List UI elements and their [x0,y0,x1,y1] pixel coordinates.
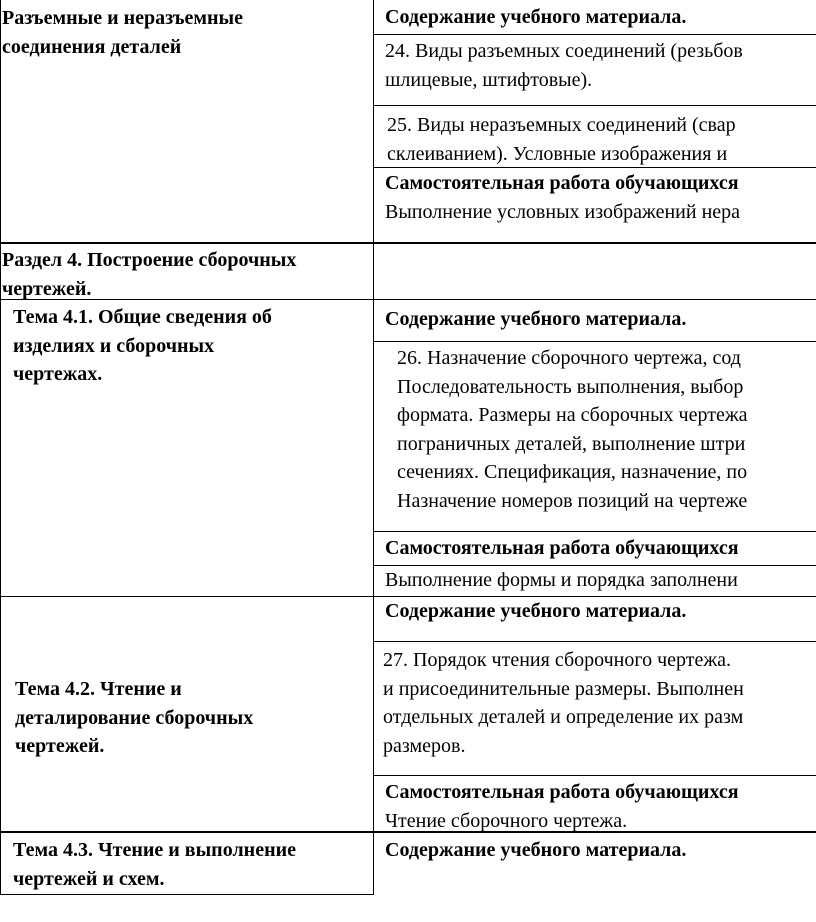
topic-title: Тема 4.2. Чтение и деталирование сборочных чертежей. [15,678,254,757]
independent-work-heading: Самостоятельная работа обучающихся [385,172,739,194]
section-heading: Содержание учебного материала. [385,6,687,28]
independent-work [385,169,740,226]
independent-work-heading: Самостоятельная работа обучающихся [385,537,739,559]
topic-title: Разъемные и неразъемные соединения деталей [2,7,244,58]
independent-work-heading: Самостоятельная работа обучающихся [385,781,739,803]
section-heading: Содержание учебного материала. [385,839,687,861]
topic-content: 25. Виды неразъемных соединений (свар склеиванием). Условные изображения и [387,114,736,165]
row-divider [373,775,816,776]
row-divider [373,34,816,35]
topic-content: 26. Назначение сборочного чертежа, сод Последовательность выполнения, выбор формата. Размеры на сборочных чертежа пограничных деталей, выполнение штри сечениях. Спецификация, назначение, по Назначение номеров позиций на чертеже [397,347,748,512]
section-heading: Содержание учебного материала. [385,600,687,622]
table-column-divider [373,0,374,895]
row-divider [373,341,816,342]
row-divider [373,105,816,106]
independent-work-text: Чтение сборочного чертежа. [385,809,628,832]
independent-work-text: Выполнение условных изображений нера [385,200,741,223]
row-divider [373,641,816,642]
independent-work-text: Выполнение формы и порядка заполнени [385,569,738,591]
independent-work [385,778,739,835]
topic-title: Тема 4.3. Чтение и выполнение чертежей и схем. [13,839,296,890]
row-divider [0,242,816,244]
row-divider [373,531,816,532]
table-border-bottom [0,894,373,895]
topic-content: 27. Порядок чтения сборочного чертежа. и присоединительные размеры. Выполнен отдельных деталей и определение их разм размеров. [383,649,744,757]
section-heading: Содержание учебного материала. [385,308,687,330]
topic-content: 24. Виды разъемных соединений (резьбов шлицевые, штифтовые). [385,40,743,91]
table-border-left [0,0,1,895]
section-title: Раздел 4. Построение сборочных чертежей. [2,249,297,300]
topic-title: Тема 4.1. Общие сведения об изделиях и сборочных чертежах. [13,306,272,385]
